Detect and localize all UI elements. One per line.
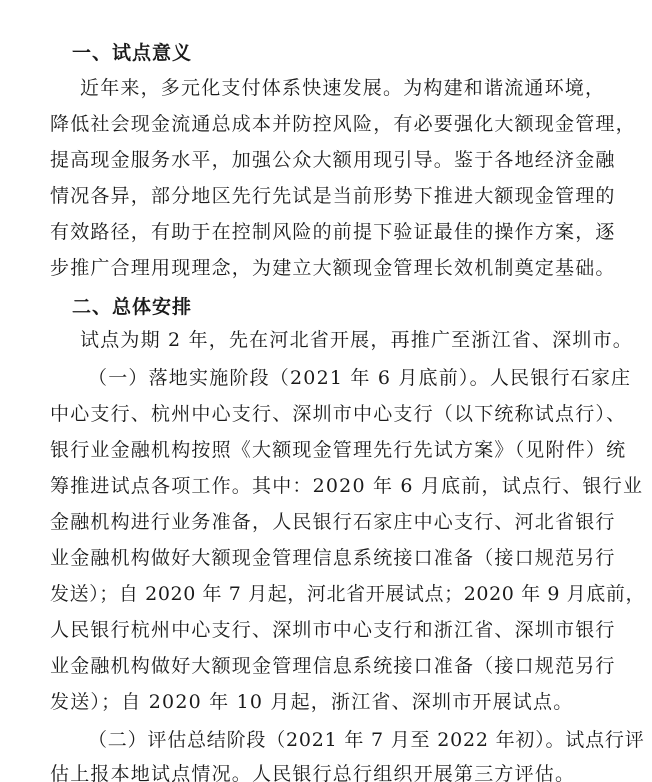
section1-line-2: 降低社会现金流通总成本并防控风险，有必要强化大额现金管理， — [50, 113, 636, 135]
phase1-line-8: 人民银行杭州中心支行、深圳市中心支行和浙江省、深圳市银行 — [50, 619, 616, 641]
section2-intro: 试点为期 2 年，先在河北省开展，再推广至浙江省、深圳市。 — [80, 329, 633, 351]
phase1-line-4: 筹推进试点各项工作。其中：2020 年 6 月底前，试点行、银行业 — [50, 475, 644, 497]
phase1-line-3: 银行业金融机构按照《大额现金管理先行先试方案》（见附件）统 — [50, 439, 627, 461]
section1-line-4: 情况各异，部分地区先行先试是当前形势下推进大额现金管理的 — [50, 185, 616, 207]
phase1-line-9: 业金融机构做好大额现金管理信息系统接口准备（接口规范另行 — [50, 655, 616, 677]
section1-line-6: 步推广合理用现理念，为建立大额现金管理长效机制奠定基础。 — [50, 257, 616, 279]
phase1-line-7: 发送）；自 2020 年 7 月起，河北省开展试点；2020 年 9 月底前， — [50, 583, 646, 605]
phase1-line-5: 金融机构进行业务准备，人民银行石家庄中心支行、河北省银行 — [50, 511, 616, 533]
section1-line-5: 有效路径，有助于在控制风险的前提下验证最佳的操作方案，逐 — [50, 221, 616, 243]
phase2-line-1: （二）评估总结阶段（2021 年 7 月至 2022 年初）。试点行评 — [88, 729, 645, 751]
section1-line-3: 提高现金服务水平，加强公众大额用现引导。鉴于各地经济金融 — [50, 149, 616, 171]
phase1-line-1: （一）落地实施阶段（2021 年 6 月底前）。人民银行石家庄 — [88, 367, 632, 389]
phase2-line-2: 估上报本地试点情况。人民银行总行组织开展第三方评估。 — [50, 763, 576, 782]
section1-heading: 一、试点意义 — [72, 42, 193, 64]
phase1-line-2: 中心支行、杭州中心支行、深圳市中心支行（以下统称试点行）、 — [50, 403, 627, 425]
phase1-line-6: 业金融机构做好大额现金管理信息系统接口准备（接口规范另行 — [50, 547, 616, 569]
phase1-line-10: 发送）；自 2020 年 10 月起，浙江省、深圳市开展试点。 — [50, 691, 574, 713]
section2-heading: 二、总体安排 — [72, 296, 193, 318]
section1-line-1: 近年来，多元化支付体系快速发展。为构建和谐流通环境， — [80, 77, 606, 99]
